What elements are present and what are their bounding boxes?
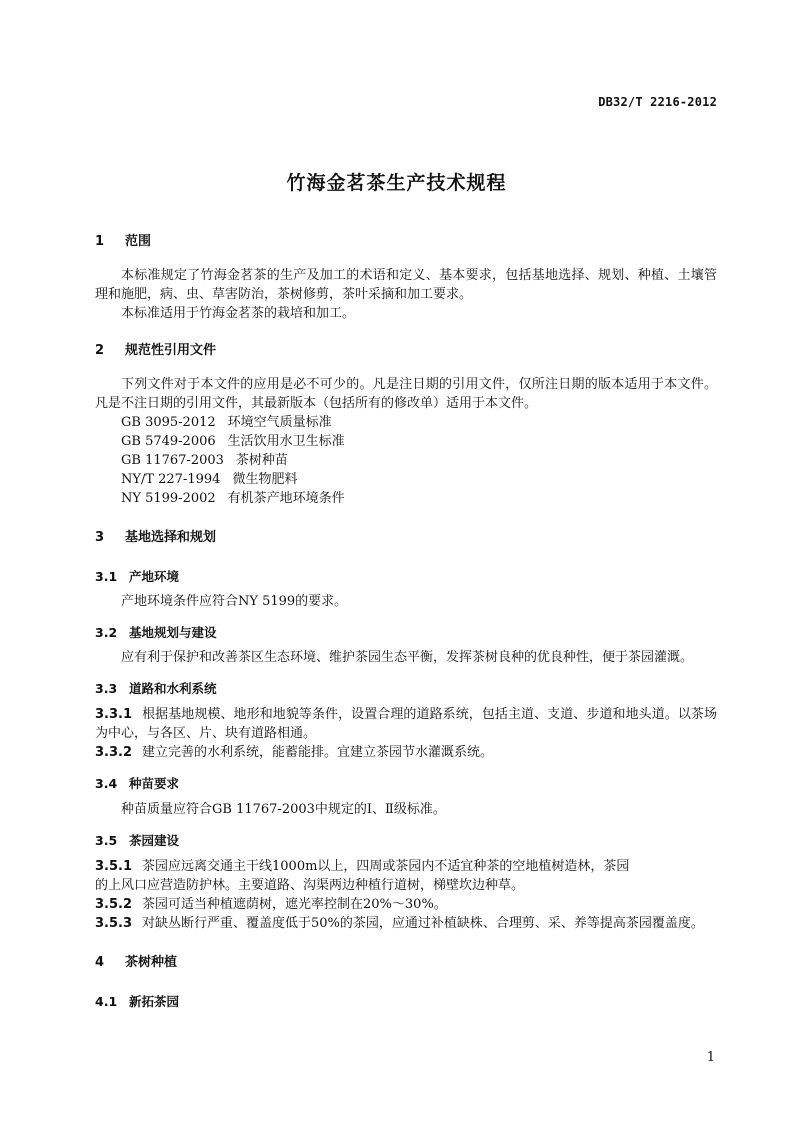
reference-item [95, 432, 717, 451]
subsection-number: 3.3 [95, 681, 118, 696]
subsection-3-2-heading [95, 623, 717, 642]
subsection-title: 新拓茶园 [129, 994, 180, 1009]
reference-item [95, 470, 717, 489]
clause-number: 3.5.1 [95, 859, 133, 874]
clause-text: 建立完善的水利系统，能蓄能排。宜建立茶园节水灌溉系统。 [142, 745, 494, 760]
reference-code: NY/T 227-1994 [121, 472, 221, 487]
reference-item [95, 413, 717, 432]
subsection-4-1-heading [95, 992, 717, 1011]
reference-code: NY 5199-2002 [121, 491, 216, 506]
reference-item [95, 451, 717, 470]
reference-name: 茶树种苗 [235, 453, 288, 468]
reference-name: 有机茶产地环境条件 [227, 491, 345, 506]
clause-text: 根据基地规模、地形和地貌等条件，设置合理的道路系统，包括主道、支道、步道和地头道。以茶场为中心，与各区、片、块有道路相通。 [95, 707, 717, 741]
section-number: 3 [95, 530, 105, 545]
section-number: 2 [95, 343, 105, 358]
subsection-number: 3.4 [95, 776, 118, 791]
clause-text: 茶园可适当种植遮荫树，遮光率控制在20%～30%。 [142, 897, 447, 912]
standard-number: DB32/T 2216-2012 [598, 95, 717, 109]
paragraph: 种苗质量应符合GB 11767-2003中规定的Ⅰ、Ⅱ级标准。 [121, 802, 446, 817]
numbered-paragraph [95, 857, 717, 876]
paragraph: 本标准规定了竹海金茗茶的生产及加工的术语和定义、基本要求，包括基地选择、规划、种植、土壤管理和施肥，病、虫、草害防治，茶树修剪，茶叶采摘和加工要求。 [95, 268, 717, 302]
reference-name: 微生物肥料 [232, 472, 298, 487]
clause-text: 茶园应远离交通主干线1000m以上，四周或茶园内不适宜种茶的空地植树造林，茶园 [142, 859, 630, 874]
subsection-number: 3.2 [95, 625, 118, 640]
paragraph: 本标准适用于竹海金茗茶的栽培和加工。 [121, 306, 356, 321]
numbered-paragraph [95, 705, 717, 743]
subsection-3-4-heading [95, 774, 717, 793]
reference-name: 生活饮用水卫生标准 [227, 434, 345, 449]
page-number: 1 [706, 1050, 715, 1065]
numbered-paragraph [95, 895, 717, 914]
section-number: 4 [95, 955, 105, 970]
reference-code: GB 11767-2003 [121, 453, 224, 468]
numbered-paragraph [95, 914, 717, 933]
section-3-heading [95, 528, 717, 547]
document-body [95, 232, 717, 1011]
section-title: 范围 [125, 234, 152, 249]
paragraph-continuation: 的上风口应营造防护林。主要道路、沟渠两边种植行道树，梯壁坎边种草。 [95, 878, 525, 893]
subsection-title: 产地环境 [129, 569, 180, 584]
reference-item [95, 489, 717, 508]
paragraph: 产地环境条件应符合NY 5199的要求。 [121, 594, 348, 609]
numbered-paragraph [95, 743, 717, 762]
subsection-3-1-heading [95, 567, 717, 586]
section-2-heading [95, 341, 717, 360]
clause-text: 对缺丛断行严重、覆盖度低于50%的茶园，应通过补植缺株、合理剪、采、养等提高茶园覆盖度。 [142, 916, 704, 931]
reference-code: GB 3095-2012 [121, 415, 216, 430]
section-number: 1 [95, 234, 105, 249]
subsection-title: 种苗要求 [129, 776, 180, 791]
section-1-heading [95, 232, 717, 251]
reference-code: GB 5749-2006 [121, 434, 216, 449]
subsection-title: 道路和水利系统 [129, 681, 217, 696]
subsection-3-3-heading [95, 679, 717, 698]
paragraph: 下列文件对于本文件的应用是必不可少的。凡是注日期的引用文件，仅所注日期的版本适用于本文件。凡是不注日期的引用文件，其最新版本（包括所有的修改单）适用于本文件。 [95, 377, 717, 411]
clause-number: 3.3.2 [95, 745, 133, 760]
clause-number: 3.5.3 [95, 916, 133, 931]
section-title: 基地选择和规划 [125, 530, 217, 545]
section-title: 规范性引用文件 [125, 343, 217, 358]
subsection-number: 4.1 [95, 994, 118, 1009]
section-title: 茶树种植 [125, 955, 178, 970]
document-title: 竹海金茗茶生产技术规程 [286, 172, 507, 194]
reference-name: 环境空气质量标准 [227, 415, 332, 430]
section-4-heading [95, 953, 717, 972]
clause-number: 3.5.2 [95, 897, 133, 912]
subsection-number: 3.1 [95, 569, 118, 584]
subsection-title: 茶园建设 [129, 833, 180, 848]
subsection-number: 3.5 [95, 833, 118, 848]
paragraph: 应有利于保护和改善茶区生态环境、维护茶园生态平衡，发挥茶树良种的优良种性，便于茶园灌溉。 [121, 650, 694, 665]
subsection-3-5-heading [95, 831, 717, 850]
subsection-title: 基地规划与建设 [129, 625, 217, 640]
clause-number: 3.3.1 [95, 707, 133, 722]
